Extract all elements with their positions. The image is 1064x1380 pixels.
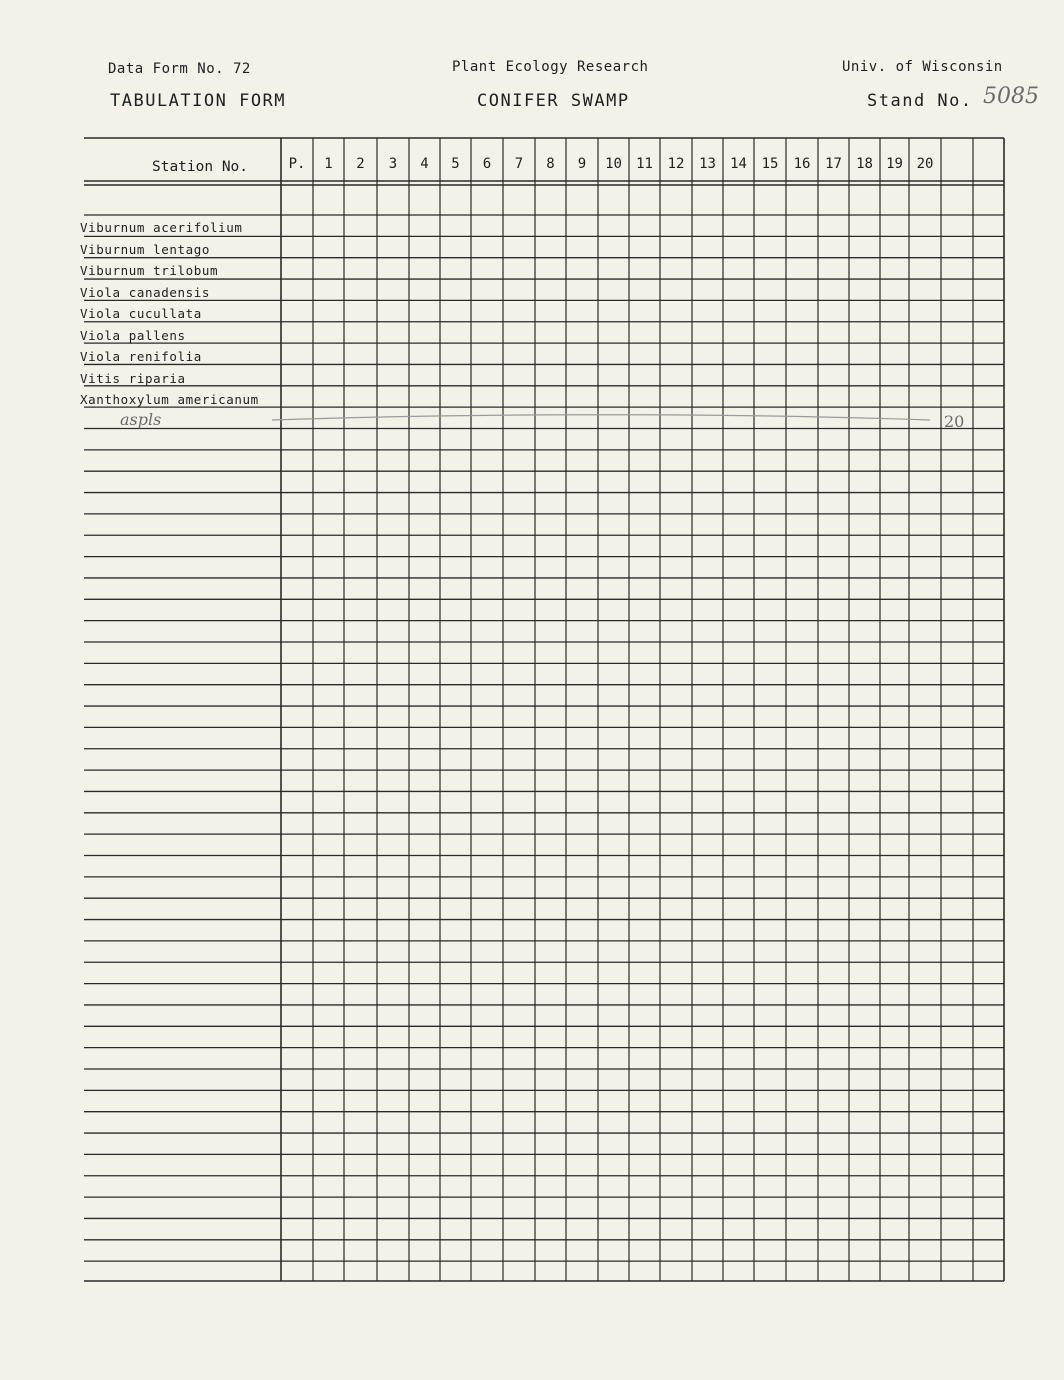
species-row-label: Xanthoxylum americanum bbox=[80, 392, 259, 407]
column-header: 5 bbox=[451, 156, 460, 172]
column-header: 1 bbox=[324, 156, 333, 172]
stand-number: 5085 bbox=[983, 84, 1039, 109]
column-header: P. bbox=[288, 156, 306, 172]
species-row-label: Viola renifolia bbox=[80, 349, 202, 364]
species-row-label: Viburnum acerifolium bbox=[80, 220, 243, 235]
column-header: 3 bbox=[388, 156, 398, 172]
station-label: Station No. bbox=[151, 159, 249, 175]
column-header: 4 bbox=[420, 156, 429, 172]
handwritten-total: 20 bbox=[944, 412, 965, 431]
species-row-label: Viola pallens bbox=[80, 328, 186, 343]
column-header: 7 bbox=[514, 156, 524, 172]
column-header: 11 bbox=[636, 156, 653, 172]
stand-label: Stand No. bbox=[867, 91, 973, 111]
column-header: 17 bbox=[825, 156, 842, 172]
column-header: 18 bbox=[856, 156, 873, 172]
species-row-label: Viola cucullata bbox=[80, 306, 202, 321]
column-header: 9 bbox=[577, 156, 587, 172]
column-header: 15 bbox=[761, 156, 779, 172]
column-header: 16 bbox=[793, 156, 811, 172]
form-number: Data Form No. 72 bbox=[108, 61, 251, 77]
handwritten-row-label: aspls bbox=[120, 410, 162, 429]
species-row-label: Viburnum trilobum bbox=[80, 263, 219, 278]
community-title: CONIFER SWAMP bbox=[477, 91, 630, 111]
pencil-stroke bbox=[272, 415, 930, 420]
column-header: 13 bbox=[699, 156, 716, 172]
form-title: TABULATION FORM bbox=[110, 91, 287, 111]
column-header bbox=[973, 155, 1004, 173]
column-header: 12 bbox=[667, 156, 685, 172]
column-header: 6 bbox=[482, 156, 492, 172]
column-header: 20 bbox=[916, 156, 934, 172]
organization: Plant Ecology Research bbox=[452, 59, 649, 75]
column-header: 8 bbox=[546, 156, 555, 172]
column-header: 2 bbox=[356, 156, 365, 172]
column-header: 14 bbox=[730, 156, 747, 172]
species-row-label: Vitis riparia bbox=[80, 371, 186, 386]
column-header bbox=[941, 155, 973, 173]
species-row-label: Viburnum lentago bbox=[80, 242, 211, 257]
column-header: 10 bbox=[605, 156, 622, 172]
university: Univ. of Wisconsin bbox=[842, 59, 1003, 75]
column-header: 19 bbox=[886, 156, 903, 172]
species-row-label: Viola canadensis bbox=[80, 285, 211, 300]
